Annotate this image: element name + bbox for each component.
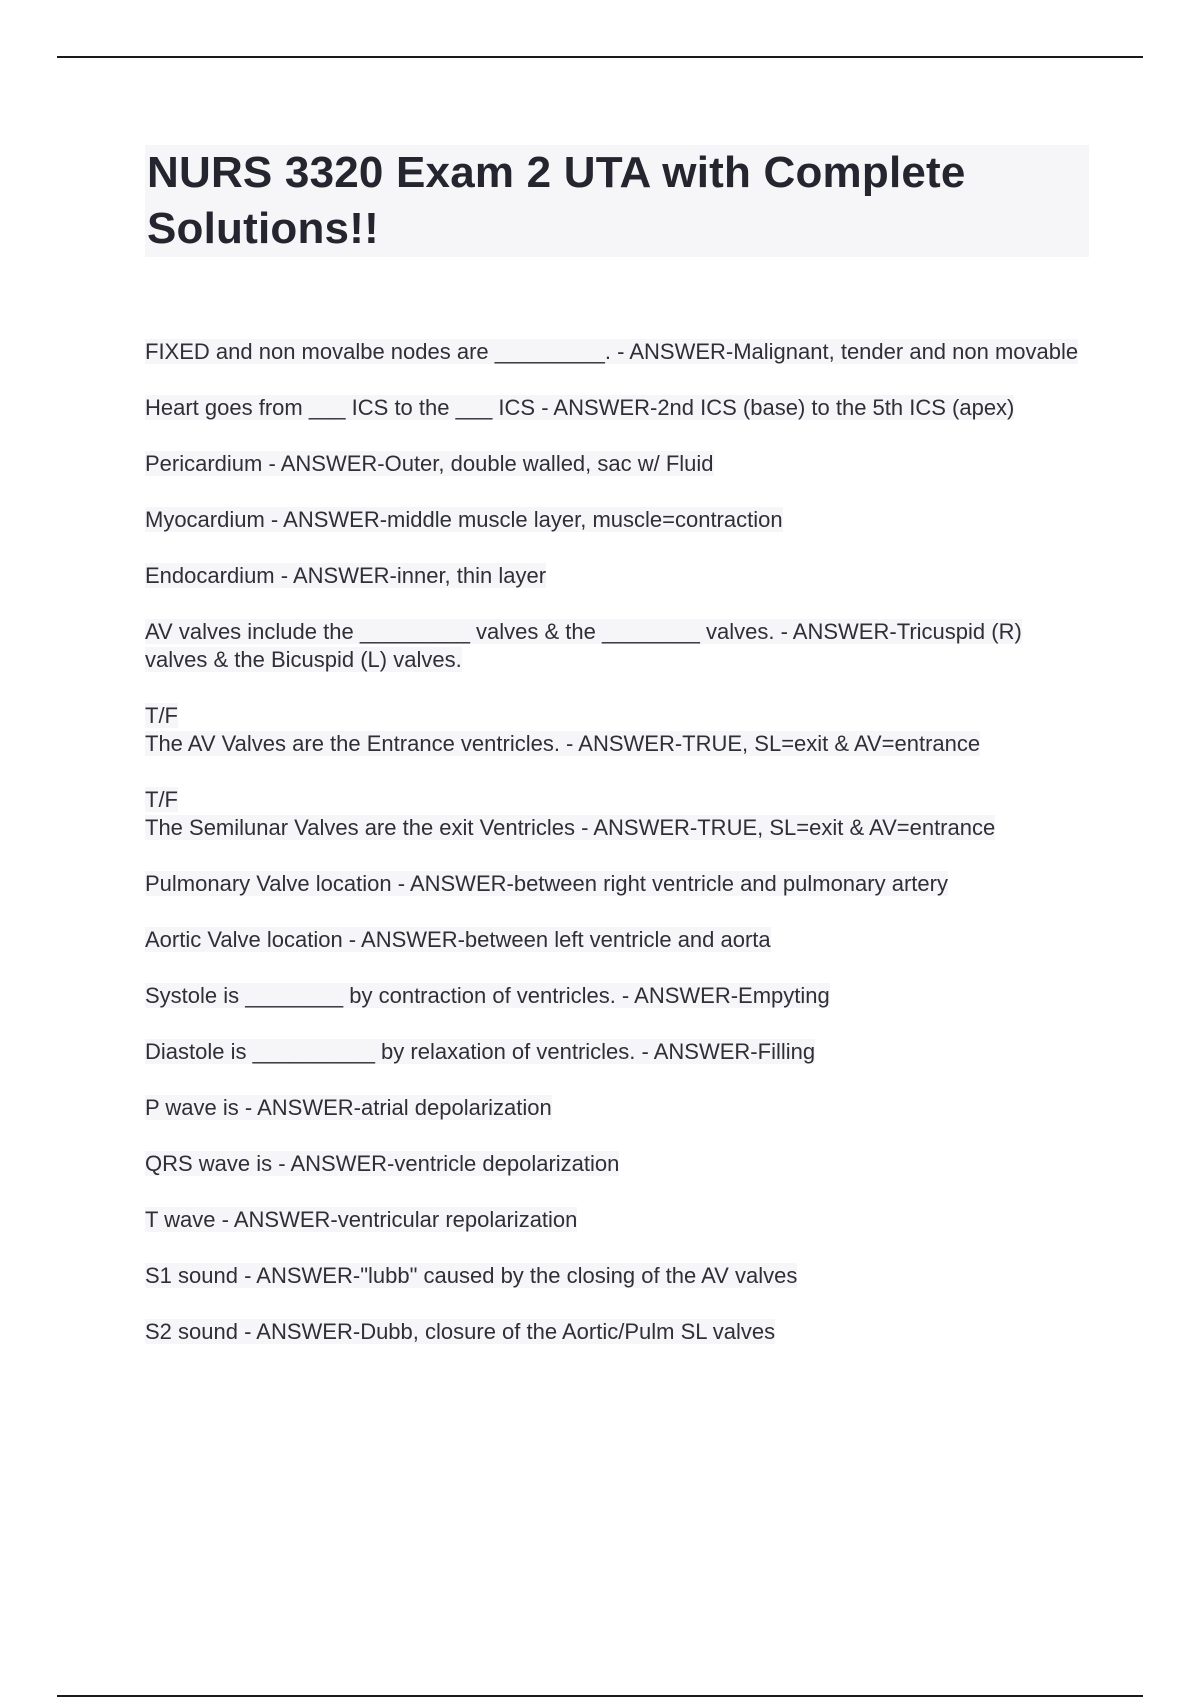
true-false-label [145, 786, 1090, 814]
list-item [145, 926, 1090, 954]
qa-text: QRS wave is - ANSWER-ventricle depolarization [145, 1151, 620, 1176]
list-item [145, 450, 1090, 478]
qa-text: The AV Valves are the Entrance ventricles. - ANSWER-TRUE, SL=exit & AV=entrance [145, 731, 981, 756]
list-item [145, 1094, 1090, 1122]
list-item [145, 1038, 1090, 1066]
list-item [145, 786, 1090, 842]
list-item [145, 338, 1090, 366]
top-divider [57, 56, 1143, 58]
list-item [145, 702, 1090, 758]
page-title: NURS 3320 Exam 2 UTA with Complete Solutions!! [147, 148, 966, 253]
qa-text: FIXED and non movalbe nodes are _________. - ANSWER-Malignant, tender and non movable [145, 339, 1079, 364]
list-item [145, 1150, 1090, 1178]
qa-text: Systole is ________ by contraction of ventricles. - ANSWER-Empyting [145, 983, 830, 1008]
list-item [145, 870, 1090, 898]
tf-prefix: T/F [145, 787, 178, 812]
qa-text: AV valves include the _________ valves & the ________ valves. - ANSWER-Tricuspid (R) valves & the Bicuspid (L) valves. [145, 619, 1022, 672]
list-item [145, 1262, 1090, 1290]
qa-text: Endocardium - ANSWER-inner, thin layer [145, 563, 547, 588]
qa-text: Myocardium - ANSWER-middle muscle layer, muscle=contraction [145, 507, 783, 532]
qa-text: P wave is - ANSWER-atrial depolarization [145, 1095, 552, 1120]
qa-text: Aortic Valve location - ANSWER-between left ventricle and aorta [145, 927, 771, 952]
list-item [145, 618, 1090, 674]
qa-text: T wave - ANSWER-ventricular repolarization [145, 1207, 578, 1232]
qa-list [145, 338, 1090, 1374]
qa-text: Pericardium - ANSWER-Outer, double walled, sac w/ Fluid [145, 451, 714, 476]
qa-text: Diastole is __________ by relaxation of ventricles. - ANSWER-Filling [145, 1039, 816, 1064]
true-false-label [145, 702, 1090, 730]
qa-text: Heart goes from ___ ICS to the ___ ICS - ANSWER-2nd ICS (base) to the 5th ICS (apex) [145, 395, 1015, 420]
title-block [145, 145, 1089, 257]
list-item [145, 562, 1090, 590]
tf-prefix: T/F [145, 703, 178, 728]
list-item [145, 506, 1090, 534]
qa-text: Pulmonary Valve location - ANSWER-between right ventricle and pulmonary artery [145, 871, 948, 896]
list-item [145, 1206, 1090, 1234]
list-item [145, 982, 1090, 1010]
qa-text: The Semilunar Valves are the exit Ventricles - ANSWER-TRUE, SL=exit & AV=entrance [145, 815, 996, 840]
list-item [145, 1318, 1090, 1346]
list-item [145, 394, 1090, 422]
qa-text: S1 sound - ANSWER-"lubb" caused by the closing of the AV valves [145, 1263, 798, 1288]
bottom-divider [57, 1695, 1143, 1697]
qa-text: S2 sound - ANSWER-Dubb, closure of the Aortic/Pulm SL valves [145, 1319, 776, 1344]
